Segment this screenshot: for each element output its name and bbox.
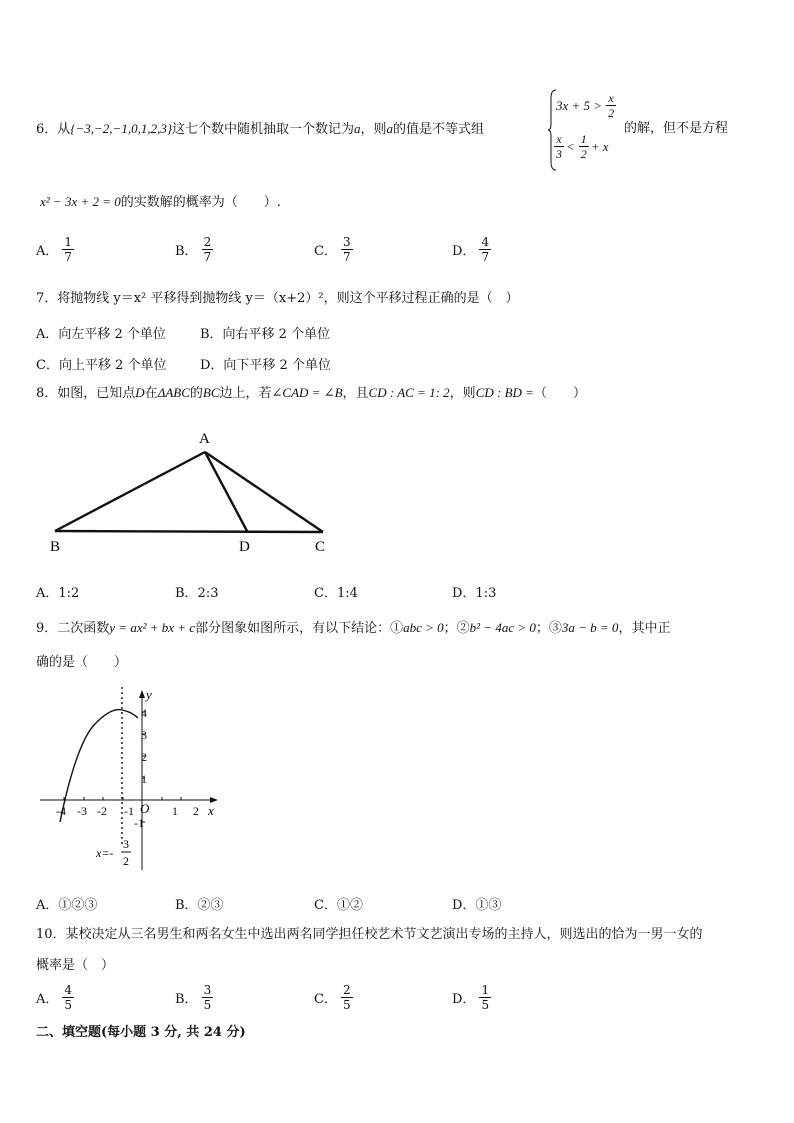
symmetry-label-num: 3 [123,837,129,851]
y-tick-label: 2 [141,750,147,764]
q9-option-b[interactable]: B．②③ [175,898,224,913]
q6-inequality-system: 3x + 5 > $\frac{x}{2}$ $\frac{x}{3}$ < $\frac{1}{2}$ + x [548,88,628,172]
y-tick-label: -1 [134,816,144,830]
label-b: B [50,539,61,555]
q8-option-c[interactable]: C．1:4 [314,586,358,601]
q9-option-c[interactable]: C．①② [314,898,363,913]
q6-stem-line1: 6．从{−3,−2,−1,0,1,2,3}这七个数中随机抽取一个数记为a，则a的值是不等式组 [36,121,485,137]
q8-option-d[interactable]: D．1:3 [452,586,497,601]
q7-option-b[interactable]: B．向右平移 2 个单位 [200,327,331,342]
q10-option-d[interactable]: D． $\frac{1}{5}$ [452,983,490,1012]
q10-option-b[interactable]: B． $\frac{3}{5}$ [175,983,212,1012]
q8-option-a[interactable]: A．1:2 [36,586,80,601]
q6-option-b[interactable]: B． $\frac{2}{7}$ [175,235,212,264]
symmetry-label: x=- [96,846,114,860]
x-tick-label: 1 [172,804,178,818]
q9-stem-line1: 9．二次函数y = ax² + bx + c部分图象如图所示，有以下结论：①abc > 0；②b² − 4ac > 0；③3a − b = 0，其中正 [36,620,671,636]
q7-stem: 7．将抛物线 y＝x² 平移得到抛物线 y＝（x+2）²，则这个平移过程正确的是（ ） [36,291,519,306]
label-c: C [315,539,326,555]
q10-option-a[interactable]: A． $\frac{4}{5}$ [36,983,73,1012]
q6-option-c[interactable]: C． $\frac{3}{7}$ [314,235,351,264]
x-tick-label: 2 [193,804,199,818]
q9-option-a[interactable]: A．①②③ [36,898,98,913]
q6-set: {−3,−2,−1,0,1,2,3} [70,121,173,136]
x-tick-label: -1 [124,804,134,818]
y-tick-label: 3 [141,728,147,742]
q8-stem: 8．如图，已知点D在ΔABC的BC边上，若∠CAD = ∠B，且CD : AC = 1: 2，则CD : BD =（ ） [36,385,586,401]
q10-stem-line2: 概率是（ ） [36,958,115,973]
q6-option-d[interactable]: D． $\frac{4}{7}$ [452,235,490,264]
q10-option-c[interactable]: C． $\frac{2}{5}$ [314,983,351,1012]
q7-option-d[interactable]: D．向下平移 2 个单位 [200,358,331,373]
q6-option-a[interactable]: A． $\frac{1}{7}$ [36,235,73,264]
q8-option-b[interactable]: B．2:3 [175,586,219,601]
q7-option-a[interactable]: A．向左平移 2 个单位 [36,327,166,342]
y-tick-label: 4 [141,706,147,720]
q10-stem-line1: 10．某校决定从三名男生和两名女生中选出两名同学担任校艺术节文艺演出专场的主持人，则选出的恰为一男一女的 [36,927,703,942]
symmetry-label-den: 2 [123,854,129,868]
origin-label: O [140,801,150,816]
q9-parabola-graph [36,685,236,875]
q7-option-c[interactable]: C．向上平移 2 个单位 [36,358,167,373]
x-axis-label: x [208,803,214,818]
label-d: D [239,539,250,555]
q6-stem-line2: x² − 3x + 2 = 0的实数解的概率为（ ）. [40,194,281,210]
q6-stem-line1-tail: 的解，但不是方程 [624,121,729,136]
x-tick-label: -4 [56,804,66,818]
y-tick-label: 1 [141,772,147,786]
y-axis-label: y [146,687,152,702]
x-tick-label: -2 [97,804,107,818]
x-tick-label: -3 [77,804,87,818]
label-a: A [199,431,210,447]
q9-option-d[interactable]: D．①③ [452,898,502,913]
q9-stem-line2: 确的是（ ） [36,655,128,670]
section-title: 二、填空题(每小题 3 分, 共 24 分) [36,1025,246,1040]
q8-triangle-figure [40,425,360,565]
